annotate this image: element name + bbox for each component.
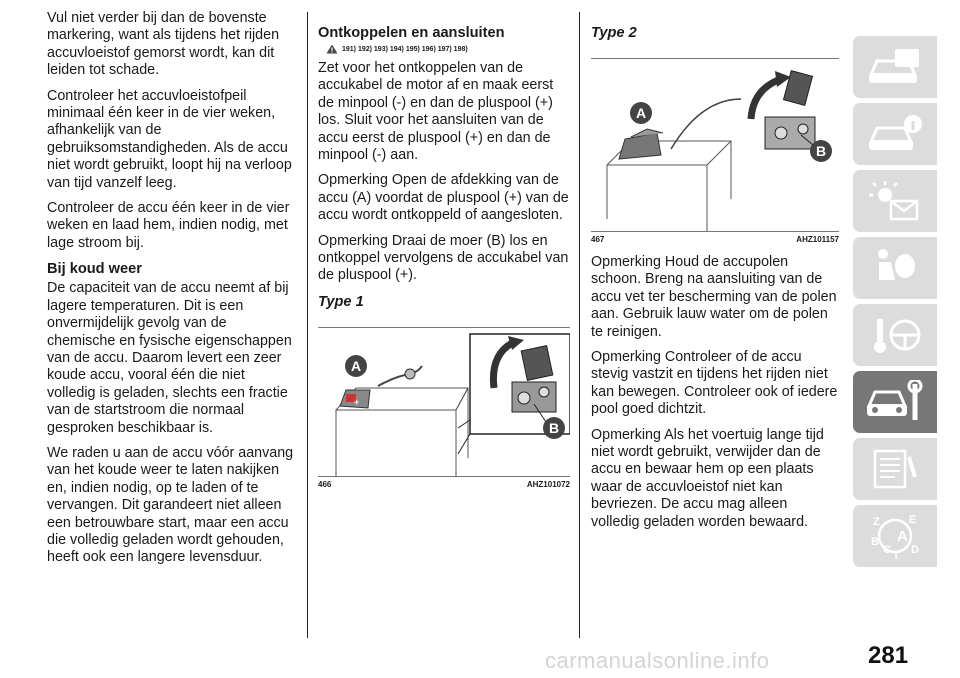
tab-maintenance[interactable] xyxy=(853,371,937,433)
warning-triangle-icon xyxy=(326,44,338,54)
paragraph: De capaciteit van de accu neemt af bij lagere temperaturen. Dit is een onvermijdelijk gevolg van de chemische en fysische eigenschappen van de accu. Daarom levert een zeer koude accu, vooral één die niet volledig is geladen, slechts een fractie van de startstroom die normaal gesproken beschikbaar is. xyxy=(47,280,292,436)
seatbelt-airbag-icon xyxy=(865,246,925,290)
tab-safety[interactable] xyxy=(853,237,937,299)
paragraph: Opmerking Controleer of de accu stevig vastzit en tijdens het rijden niet kan bewegen. Controleer ook of iedere pool goed dichtzit. xyxy=(591,349,838,418)
figure-466 xyxy=(318,327,570,477)
figure-code: AHZ101072 xyxy=(526,479,570,489)
tab-starting-driving[interactable] xyxy=(853,304,937,366)
paragraph: Opmerking Houd de accupolen schoon. Breng na aansluiting van de accu vet ter bescherming van de polen aan. Gebruik lauw water om de polen te reinigen. xyxy=(591,254,837,340)
index-letter: T xyxy=(893,551,900,561)
battery-type1-illustration xyxy=(318,328,570,476)
page-number: 281 xyxy=(868,642,909,669)
paragraph: Opmerking Draai de moer (B) los en ontkoppel vervolgens de accukabel van de pluspool (+). xyxy=(318,232,569,284)
index-letter: A xyxy=(897,528,908,545)
section-heading-disconnect: Ontkoppelen en aansluiten xyxy=(318,25,505,41)
technical-data-icon xyxy=(865,447,925,491)
paragraph: We raden u aan de accu vóór aanvang van het koude weer te laten nakijken en, indien nodig, op te laden of te vervangen. Dit garandeert niet alleen een betrouwbare start, maar een accu die volledig geladen wordt gehouden, heeft ook een langere levensduur. xyxy=(47,444,294,566)
index-letter: Z xyxy=(873,516,880,528)
figure-caption xyxy=(591,235,839,244)
callout-b-label: B xyxy=(816,143,827,159)
car-dashboard-icon xyxy=(865,45,925,89)
paragraph: Controleer de accu één keer in de vier weken en laad hem, indien nodig, met lage stroom bij. xyxy=(47,200,290,251)
tab-technical-data[interactable] xyxy=(853,438,937,500)
battery-type2-illustration xyxy=(591,59,839,231)
callout-a-label: A xyxy=(351,357,362,374)
figure-caption xyxy=(318,480,570,489)
figure-number: 467 xyxy=(591,235,605,244)
car-info-icon xyxy=(865,112,925,156)
tab-vehicle-info[interactable] xyxy=(853,103,937,165)
alphabetical-index-icon xyxy=(865,511,925,561)
figure-number: 466 xyxy=(318,479,332,489)
key-steering-wheel-icon xyxy=(865,313,925,357)
tab-dashboard[interactable] xyxy=(853,36,937,98)
type-1-heading: Type 1 xyxy=(318,293,364,310)
car-wrench-icon xyxy=(865,380,925,424)
paragraph: Controleer het accuvloeistofpeil minimaal één keer in de vier weken, afhankelijk van de gebruiksomstandigheden. Als de accu niet wordt gebruikt, loopt hij na verloop van tijd vanzelf leeg. xyxy=(47,87,292,191)
tab-index[interactable] xyxy=(853,505,937,567)
column-2 xyxy=(318,10,570,499)
reference-list: 191) 192) 193) 194) 195) 196) 197) 198) xyxy=(342,45,468,53)
column-divider-1 xyxy=(307,12,308,638)
callout-b-label: B xyxy=(549,419,560,436)
column-1 xyxy=(47,10,295,575)
figure-code: AHZ101157 xyxy=(796,235,839,244)
plus-sign: + xyxy=(354,396,360,407)
warning-light-message-icon xyxy=(865,179,925,223)
chapter-tabs xyxy=(853,36,937,572)
type-2-heading: Type 2 xyxy=(591,25,637,41)
index-letter: C xyxy=(883,544,891,556)
callout-a-label: A xyxy=(636,105,647,121)
paragraph: Opmerking Open de afdekking van de accu (A) voordat de pluspool (+) van de accu wordt ontkoppeld of aangesloten. xyxy=(318,172,569,224)
watermark: carmanualsonline.info xyxy=(545,648,770,673)
open-arrow xyxy=(751,79,781,119)
paragraph: Zet voor het ontkoppelen van de accukabel de motor af en maak eerst de minpool (-) en dan de pluspool (+) los. Sluit voor het aansluiten van de accu eerst de pluspool (+) en dan de minpool (-) aan. xyxy=(318,60,554,164)
section-heading-cold-weather: Bij koud weer xyxy=(47,261,142,278)
paragraph: Vul niet verder bij dan de bovenste markering, want als tijdens het rijden accuvloeistof gemorst wordt, kan dit leiden tot schade. xyxy=(47,10,280,79)
warning-references xyxy=(326,44,570,54)
figure-467 xyxy=(591,58,839,232)
paragraph: Opmerking Als het voertuig lange tijd niet wordt gebruikt, verwijder dan de accu en bewaar hem op een plaats waar de accuvloeistof niet kan bevriezen. De accu mag alleen volledig geladen worden bewaard. xyxy=(591,426,824,530)
index-letter: E xyxy=(909,514,917,526)
index-letter: D xyxy=(911,544,919,556)
column-divider-2 xyxy=(579,12,580,638)
column-3 xyxy=(591,10,839,539)
index-letter: B xyxy=(871,536,879,548)
tab-warning-lights[interactable] xyxy=(853,170,937,232)
